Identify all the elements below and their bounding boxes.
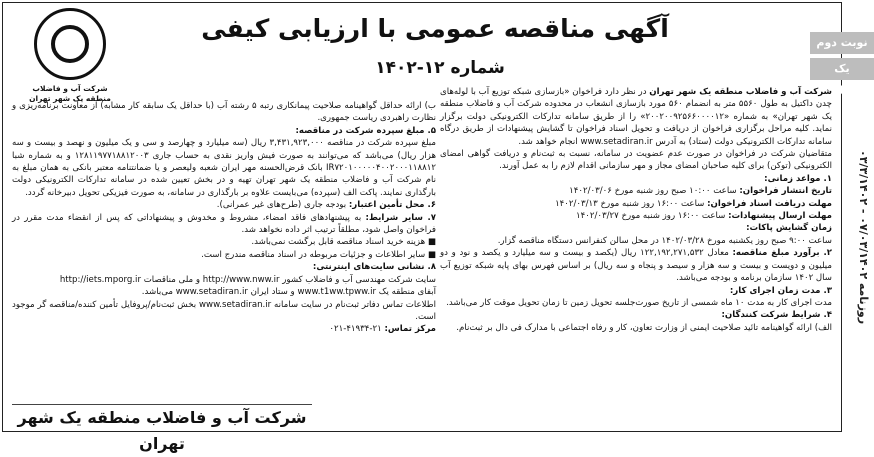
company-name: شرکت آب و فاضلاب منطقه یک شهر تهران <box>649 87 832 97</box>
left-column <box>12 100 436 336</box>
page-title: آگهی مناقصه عمومی با ارزیابی کیفی <box>201 14 669 43</box>
logo-caption-1: شرکت آب و فاضلاب <box>32 84 108 93</box>
section-3-title: ۳. مدت زمان اجرای کار: <box>729 285 832 296</box>
docs-deadline: ساعت ۱۶:۰۰ روز شنبه مورخ ۱۴۰۲/۰۳/۱۳ <box>555 198 708 209</box>
duration-text: مدت اجرای کار به مدت ۱۰ ماه شمسی از تاریخ صورت‌جلسه تحویل زمین تا زمان تحویل موقت کار می‌باشد. <box>446 297 832 308</box>
opening-time: ساعت ۹:۰۰ صبح روز یکشنبه مورخ ۱۴۰۲/۰۳/۲۸ در محل سالن کنفرانس دستگاه مناقصه گزار. <box>497 235 832 246</box>
intro-text: در نظر دارد فراخوان «بازسازی شبکه توزیع آب با لوله‌های چدن داکتیل به طول ۵۵۶۰ متر به انضمام ۵۶۰ مورد بازسازی انشعاب در محدوده شرکت آب و فاضلاب منطقه یک شهر تهران» به شماره «۲۰۰۲۰۰۹۲۵۶۶۰۰۰۰۱۲» را از طریق سامانه تدارکات الکترونیکی دولت برگزار نماید. کلیه مراحل برگزاری فراخوان از دریافت و تحویل اسناد فراخوان تا گشایش پیشنهادات از طریق درگاه سامانه تدارکات الکترونیکی دولت (ستاد) به آدرس www.setadiran.ir انجام خواهد شد. <box>440 87 832 147</box>
footer-company: شرکت آب و فاضلاب منطقه یک شهر تهران <box>12 404 312 431</box>
websites-c: اطلاعات تماس دفاتر ثبت‌نام در سایت سامانه www.setadiran.ir بخش ثبت‌نام/پروفایل تأمین کننده/مناقصه گر موجود است. <box>12 299 437 322</box>
bullet-1: ■ هزینه خرید اسناد مناقصه قابل برگشت نمی‌باشد. <box>251 237 436 248</box>
other-conditions-text: به پیشنهادهای فاقد امضاء، مشروط و مخدوش و پیشنهاداتی که پس از انقضاء مدت مقرر در فراخوان واصل شود، مطلقاً ترتیب اثر داده نخواهد شد. <box>12 212 436 236</box>
intro-text-2: متقاضیان شرکت در فراخوان در صورت عدم عضویت در سامانه، نسبت به ثبت‌نام و دریافت گواهی امضای الکترونیکی (توکن) برای کلیه صاحبان امضای مجاز و مهر سازمانی اقدام لازم را به عمل آورند. <box>440 149 832 172</box>
funding-text: بودجه جاری (طرح‌های غیر عمرانی). <box>216 200 349 211</box>
water-drop-icon <box>34 8 106 80</box>
tag-one-stage: یک مرحله‌ای <box>810 58 874 80</box>
section-8-title: ۸. نشانی سایت‌های اینترنتی: <box>312 262 436 273</box>
section-5-title: ۵. مبلغ سپرده شرکت در مناقصه: <box>295 125 436 136</box>
newspaper-date: روزنامه ۰۷/۰۳/۱۴۰۲ - ۰۳/۳/۱۴۰۲ <box>857 150 870 325</box>
conditions-b: ب) ارائه حداقل گواهینامه صلاحیت پیمانکاری رتبه ۵ رشته آب (با حداقل یک سابقه کار مشابه) از معاونت برنامه‌ریزی و نظارت راهبردی ریاست جمهوری. <box>12 101 437 124</box>
tender-number: شماره ۱۲-۱۴۰۲ <box>375 58 505 78</box>
bullet-2: ■ سایر اطلاعات و جزئیات مربوطه در اسناد مناقصه مندرج است. <box>201 249 436 260</box>
sidebar <box>816 0 874 436</box>
section-4-title: ۴. شرایط شرکت کنندگان: <box>721 310 832 321</box>
logo-caption-2: منطقه یک شهر تهران <box>29 94 111 103</box>
section-1-title: ۱. مواعد زمانی: <box>764 173 832 184</box>
publish-date: ساعت ۱۰:۰۰ صبح روز شنبه مورخ ۱۴۰۲/۰۳/۰۶ <box>569 186 740 197</box>
section-6-title: ۶. محل تأمین اعتبار: <box>348 200 436 211</box>
deposit-text: مبلغ سپرده شرکت در مناقصه ۳,۴۳۱,۹۲۳,۰۰۰ ریال (سه میلیارد و چهارصد و سی و یک میلیون و نهصد و بیست و سه هزار ریال) می‌باشد که می‌توانند به صورت فیش واریز نقدی به حساب جاری ۱۲۸۱۱۹۷۷۱۸۸۱۲۰۰۳ و به شماره شبا IR۷۲۰۱۰۰۰۰۰۴۰۰۲۰۰۰۱۱۸۸۱۲ بانک قرض‌الحسنه مهر ایران شعبه ولیعصر و یا ضمانتنامه معتبر بانکی به همان مبلغ به نام شرکت آب و فاضلاب منطقه یک شهر تهران تهیه و در بخش تعیین شده در سامانه تدارکات الکترونیکی دولت بارگذاری نمایند. پاکت الف (سپرده) می‌بایست علاوه بر بارگذاری در سامانه، به صورت فیزیکی تحویل دبیرخانه گردد. <box>12 138 436 198</box>
bid-deadline: ساعت ۱۶:۰۰ روز شنبه مورخ ۱۴۰۲/۰۳/۲۷ <box>576 211 729 222</box>
conditions-a: الف) ارائه گواهینامه تائید صلاحیت ایمنی از وزارت تعاون، کار و رفاه اجتماعی با مدارک فی دال بر ثبت‌نام. <box>456 322 832 333</box>
bid-deadline-label: مهلت ارسال پیشنهادات: <box>728 211 832 222</box>
estimate-text: معادل ۱۲۲,۱۹۲,۲۷۱,۵۳۲ ریال (یکصد و بیست و سه میلیارد و یکصد و نود و دو میلیون و دویست و بیست و سه هزار و سیصد و پنجاه و سه ریال) بر اساس فهرس بهای پایه شبکه توزیع آب سال ۱۴۰۲ سازمان برنامه و بودجه می‌باشد. <box>440 248 832 284</box>
section-7-title: ۷. سایر شرایط: <box>365 212 437 223</box>
contact-number: ۲۱-۴۱۹۳۴-۰۲۱ <box>329 324 385 335</box>
websites-b: آبفای منطقه یک www.t1ww.tpww.ir و ستاد ایران www.setadiran.ir می‌باشد. <box>141 287 436 298</box>
publish-date-label: تاریخ انتشار فراخوان: <box>739 186 832 197</box>
tag-second-round: نوبت دوم <box>810 32 874 54</box>
section-2-title: ۲. برآورد مبلغ مناقصه: <box>732 248 833 259</box>
websites-a: سایت شرکت مهندسی آب و فاضلاب کشور http://www.nww.ir و ملی مناقصات http://iets.mporg.ir <box>59 274 436 285</box>
opening-time-label: زمان گشایش پاکات: <box>746 223 832 234</box>
right-column <box>440 86 832 334</box>
docs-deadline-label: مهلت دریافت اسناد فراخوان: <box>707 198 832 209</box>
contact-label: مرکز تماس: <box>384 324 436 335</box>
